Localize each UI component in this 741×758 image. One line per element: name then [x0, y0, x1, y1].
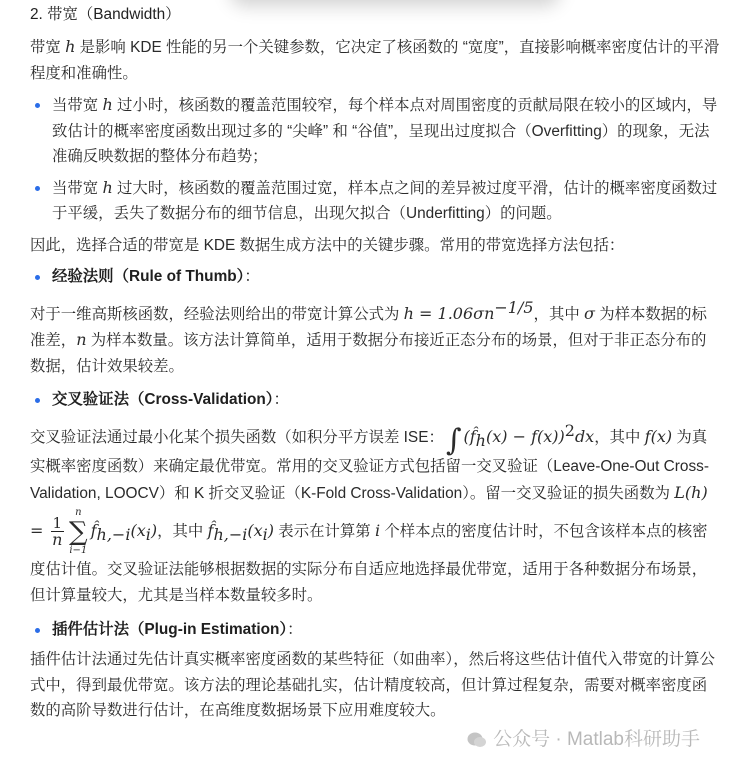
math-sigma: σ [584, 303, 595, 323]
text: 带宽 [30, 39, 66, 56]
watermark-text: 公众号 · Matlab科研助手 [493, 728, 700, 750]
text: 当带宽 [52, 97, 103, 114]
plugin-paragraph: 插件估计法通过先估计真实概率密度函数的某些特征（如曲率），然后将这些估计值代入带宽的计算公式中，得到最优带宽。该方法的理论基础扎实，估计精度较高，但计算过程复杂，需要对概率密度函数的高阶导数进行估计，在高维度数据场景下应用难度较大。 [30, 651, 715, 720]
section-heading: 2. 带宽（Bandwidth） [30, 6, 181, 23]
text: ，其中 [594, 428, 645, 446]
math: L(h) = [30, 482, 708, 540]
math-exponent: −1/5 [494, 297, 534, 317]
numerator: 1 [52, 514, 63, 533]
sum-upper: n [75, 506, 82, 518]
rule-paragraph [30, 295, 720, 380]
math-sub: h,−i [96, 524, 131, 544]
method-title: 交叉验证法（Cross-Validation） [52, 391, 274, 409]
bullet-icon [35, 275, 40, 280]
text: ： [287, 620, 303, 638]
list-item [30, 175, 720, 227]
math-sup: 2 [564, 420, 575, 440]
method-plugin-heading [30, 617, 720, 643]
method-title: 插件估计法（Plug-in Estimation） [52, 620, 288, 638]
math: dx [574, 426, 595, 446]
bullet-icon [35, 186, 40, 191]
document-body [30, 0, 720, 752]
math-sum [69, 507, 88, 557]
denominator: n [52, 530, 63, 550]
math-h: h [65, 37, 76, 56]
text: ，其中 [157, 522, 208, 540]
math-h: h [102, 95, 113, 114]
math: f̂ [207, 520, 214, 540]
bullet-icon [35, 628, 40, 633]
text: 对于一维高斯核函数，经验法则给出的带宽计算公式为 [30, 305, 404, 323]
math-fraction [51, 515, 65, 548]
list-item [30, 617, 720, 643]
text: 交叉验证法通过最小化某个损失函数（如积分平方误差 ISE： [30, 428, 444, 446]
method-title: 经验法则（Rule of Thumb） [52, 268, 245, 285]
intro-paragraph [30, 34, 720, 86]
bullet-icon [35, 103, 40, 108]
text: 过小时，核函数的覆盖范围较窄，每个样本点对周围密度的贡献局限在较小的区域内，导致估计的概率密度函数出现过多的 “尖峰” 和 “谷值”，呈现出过度拟合（Overfitting）的现象，无法准确反映数据的整体分布趋势； [52, 97, 718, 165]
text: 为样本数量。该方法计算简单，适用于数据分布接近正态分布的场景，但对于非正态分布的数据，估计效果较差。 [30, 332, 707, 375]
math-sub: i [145, 524, 151, 544]
text: 为样本数据的标准差， [30, 305, 707, 350]
math: (x) − f(x)) [485, 426, 565, 446]
math-sub: h [475, 430, 486, 450]
text: 当带宽 [52, 179, 103, 197]
math-sub: h,−i [213, 524, 248, 544]
math-n: n [76, 330, 87, 350]
math: ) [267, 520, 275, 540]
math-formula: h = 1.06σn [403, 303, 495, 323]
sum-lower: i−1 [69, 544, 88, 556]
math: (x [130, 520, 146, 540]
math: f̂ [90, 520, 97, 540]
text: 表示在计算第 [274, 522, 375, 540]
math: f(x) [644, 426, 673, 446]
bandwidth-effects-list [30, 92, 720, 227]
list-item [30, 92, 720, 170]
list-item [30, 264, 720, 290]
text: 个样本点的密度估计时，不包含该样本点的核密度估计值。交叉验证法能够根据数据的实际分布自适应地选择最优带宽，适用于各种数据分布场景，但计算量较大，尤其是当样本数量较多时。 [30, 522, 708, 604]
sum-symbol: ∑ [69, 516, 88, 547]
text: ： [273, 391, 289, 409]
bullet-icon [35, 398, 40, 403]
integral-symbol: ∫ [445, 422, 462, 458]
text: 为真实概率密度函数）来确定最优带宽。常用的交叉验证方式包括留一交叉验证（Leave-One-Out Cross-Validation, LOOCV）和 K 折交叉验证（K-Fold Cross-Validation）。留一交叉验证的损失函数为 [30, 428, 709, 502]
text: 是影响 KDE 性能的另一个关键参数，它决定了核函数的 “宽度”，直接影响概率密度估计的平滑程度和准确性。 [30, 39, 720, 82]
math-sub: i [262, 524, 268, 544]
math: ) [150, 520, 158, 540]
text: ： [244, 268, 260, 285]
wechat-icon [467, 731, 487, 749]
math: (f̂ [463, 426, 476, 446]
math-i: i [374, 520, 381, 540]
math: (x [247, 520, 263, 540]
method-cv-heading [30, 387, 720, 413]
summary-paragraph: 因此，选择合适的带宽是 KDE 数据生成方法中的关键步骤。常用的带宽选择方法包括： [30, 236, 625, 254]
cv-paragraph [30, 418, 720, 609]
list-item [30, 387, 720, 413]
watermark [30, 728, 700, 752]
math-h: h [102, 177, 113, 197]
method-rule-heading [30, 264, 720, 290]
text: 过大时，核函数的覆盖范围过宽，样本点之间的差异被过度平滑，估计的概率密度函数过于平缓，丢失了数据分布的细节信息，出现欠拟合（Underfitting）的问题。 [52, 179, 718, 222]
text: ，其中 [533, 305, 584, 323]
